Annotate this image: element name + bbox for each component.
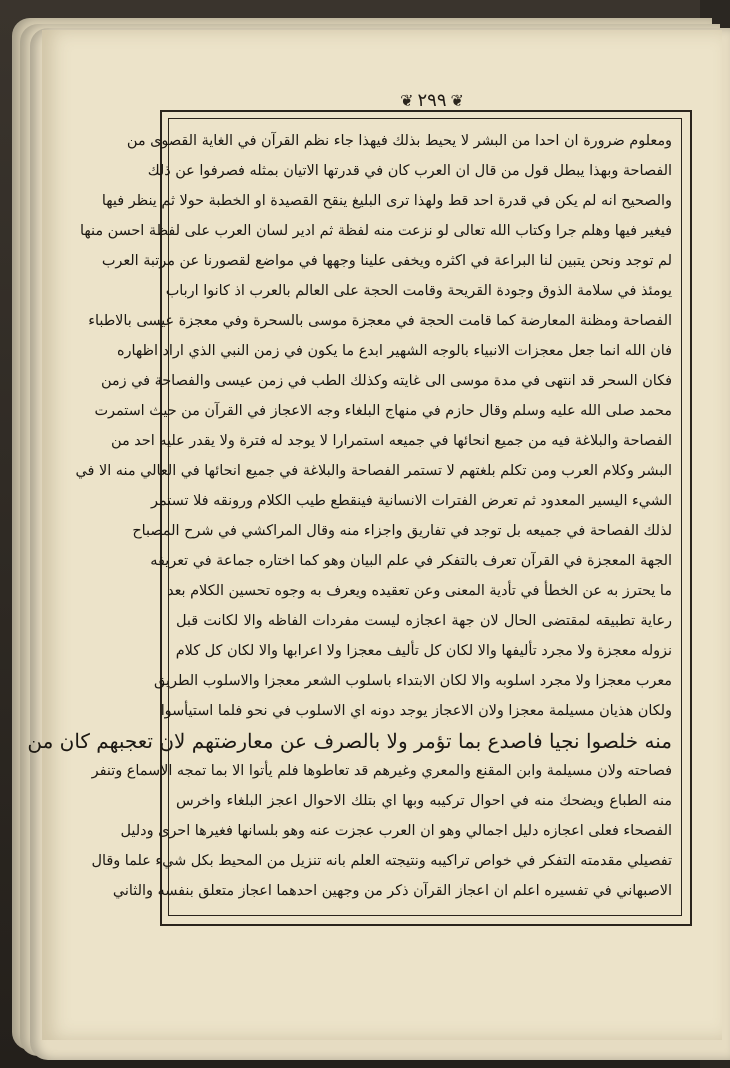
text-line: فان الله انما جعل معجزات الانبياء بالوجه الشهير ابدع ما يكون في زمن النبي الذي اراد اظهاره bbox=[116, 343, 672, 359]
text-line: نزوله معجزة ولا مجرد تأليفها والا لكان كل تأليف معجزا ولا اعرابها والا لكان كل كلام bbox=[175, 643, 672, 659]
text-line: فكان السحر قد انتهى في مدة موسى الى غايته وكذلك الطب في زمن عيسى والفصاحة في زمن bbox=[100, 373, 672, 389]
text-line: فيغير فيها وهلم جرا وكتاب الله تعالى لو نزعت منه لفظة ثم ادير لسان العرب على لفظة احسن منها bbox=[79, 223, 672, 239]
body-text bbox=[27, 126, 672, 906]
text-line: ومعلوم ضرورة ان احدا من البشر لا يحيط بذلك فيهذا جاء نظم القرآن في الغاية القصوى من bbox=[126, 133, 672, 149]
text-line: الفصاحة وبهذا يبطل قول من قال ان العرب كان في قدرتها الاتيان بمثله فصرفوا عن ذلك bbox=[147, 163, 672, 179]
ornament-icon: ❦ bbox=[400, 90, 414, 110]
text-line: منه خلصوا نجيا فاصدع بما تؤمر ولا بالصرف عن معارضتهم لان تعجبهم كان من bbox=[27, 729, 672, 753]
page-number: ٢٩٩ bbox=[417, 89, 447, 111]
text-line: ولكان هذيان مسيلمة معجزا ولان الاعجاز يوجد دونه اي الاسلوب في نحو فلما استيأسوا bbox=[160, 703, 672, 719]
text-line: الشيء اليسير المعدود ثم تعرض الفترات الانسانية فينقطع طيب الكلام ورونقه فلا تستمر bbox=[151, 493, 672, 509]
text-line: ما يحترز به عن الخطأ في تأدية المعنى وعن تعقيده ويعرف به وجوه تحسين الكلام بعد bbox=[167, 583, 672, 599]
text-line: البشر وكلام العرب ومن تكلم بلغتهم لا تستمر الفصاحة والبلاغة في جميع انحائها في العالي منه الا في bbox=[75, 463, 672, 479]
text-line: لم توجد ونحن يتبين لنا البراعة في اكثره ويخفى علينا وجهها في مواضع لقصورنا عن مرتبة العرب bbox=[101, 253, 672, 269]
text-line: محمد صلى الله عليه وسلم وقال حازم في منهاج البلغاء وجه الاعجاز في القرآن من حيث استمرت bbox=[94, 403, 672, 419]
text-line: الاصبهاني في تفسيره اعلم ان اعجاز القرآن ذكر من وجهين احدهما اعجاز متعلق بنفسه والثاني bbox=[112, 883, 672, 899]
text-line: تفصيلي مقدمته التفكر في خواص تراكيبه ونتيجته العلم بانه تنزيل من المحيط بكل شيء علما وقال bbox=[91, 853, 672, 869]
text-line: لذلك الفصاحة في جميعه بل توجد في تفاريق واجزاء منه وقال المراكشي في شرح المصباح bbox=[132, 523, 672, 539]
text-line: الفصاحة ومظنة المعارضة كما قامت الحجة في معجزة موسى بالسحرة وفي معجزة عيسى بالاطباء bbox=[88, 313, 672, 329]
text-line: الجهة المعجزة في القرآن تعرف بالتفكر في علم البيان وهو كما اختاره جماعة في تعريفه bbox=[150, 553, 672, 569]
text-line: معرب معجزا ولا مجرد اسلوبه والا لكان الابتداء باسلوب الشعر معجزا والاسلوب الطريق bbox=[154, 673, 672, 689]
text-line: الفصاحة والبلاغة فيه من جميع انحائها في جميعه استمرارا لا يوجد له فترة ولا يقدر عليه احد من bbox=[111, 433, 672, 449]
text-line: الفصحاء فعلى اعجازه دليل اجمالي وهو ان العرب عجزت عنه وهو بلسانها فغيرها احرى ودليل bbox=[120, 823, 672, 839]
ornament-icon: ❦ bbox=[450, 90, 464, 110]
text-line: والصحيح انه لم يكن في قدرة احد قط ولهذا ترى البليغ ينقح القصيدة او الخطبة حولا ثم ينظر فيها bbox=[101, 193, 672, 209]
text-line: يومئذ في سلامة الذوق وجودة القريحة وقامت الحجة على العالم بالعرب اذ كانوا ارباب bbox=[165, 283, 672, 299]
text-line: رعاية تطبيقه لمقتضى الحال لان جهة اعجازه ليست مفردات الفاظه والا لكانت قبل bbox=[176, 613, 672, 629]
text-line: فصاحته ولان مسيلمة وابن المقنع والمعري وغيرهم قد تعاطوها فلم يأتوا الا بما تمجه الاسماع وتنفر bbox=[91, 763, 672, 779]
text-line: منه الطباع ويضحك منه في احوال تركيبه وبها اي بتلك الاحوال اعجز البلغاء واخرس bbox=[176, 793, 672, 809]
